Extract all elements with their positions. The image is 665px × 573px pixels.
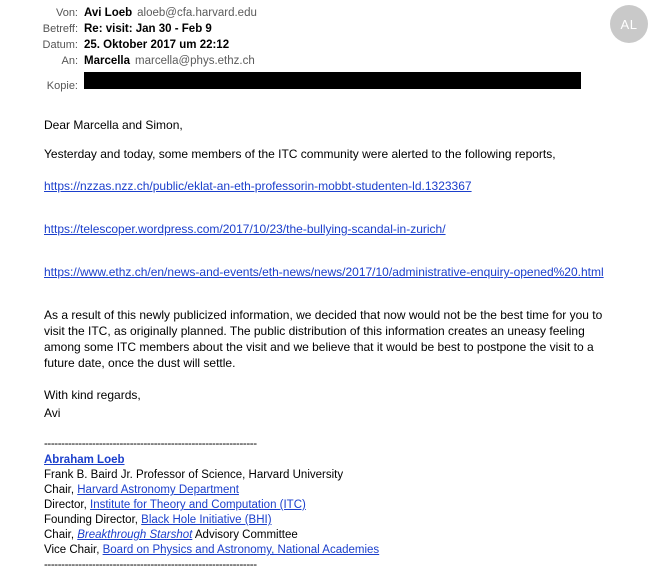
header-row-cc: [0, 70, 665, 94]
report-link-2[interactable]: https://telescoper.wordpress.com/2017/10/23/the-bullying-scandal-in-zurich/: [44, 222, 446, 236]
main-paragraph: As a result of this newly publicized information, we decided that now would not be the best time for you to visit the ITC, as originally planned. The public distribution of this information creates an uneasy feeling among some ITC members about the visit and we believe that it would be best to postpone the visit to a future date, once the dust will settle.: [44, 308, 603, 370]
intro-text: Yesterday and today, some members of the ITC community were alerted to the following reports,: [44, 147, 556, 161]
report-link-3[interactable]: https://www.ethz.ch/en/news-and-events/eth-news/news/2017/10/administrative-enquiry-opened%20.html: [44, 265, 604, 279]
closing-name: Avi: [44, 406, 61, 420]
signature-separator-bottom: --------------------------------------------------------------: [44, 559, 257, 571]
signature-line-5-prefix: Vice Chair,: [44, 544, 103, 556]
link-row-3: [44, 264, 665, 296]
signature-link-astronomy-department[interactable]: Harvard Astronomy Department: [77, 484, 239, 496]
email-body: [0, 95, 665, 573]
label-to: An:: [61, 55, 78, 67]
signature-name-line: [44, 453, 665, 468]
signature-line-3: [44, 513, 665, 528]
header-row-subject: [0, 22, 665, 37]
header-row-from: [0, 6, 665, 21]
link-row-1: [44, 178, 665, 210]
value-to-address: marcella@phys.ethz.ch: [135, 55, 255, 67]
value-to-name: Marcella: [84, 55, 131, 67]
signature-line-2: [44, 498, 665, 513]
signature-block: [44, 437, 665, 573]
signature-name-link[interactable]: Abraham Loeb: [44, 454, 125, 466]
signature-link-itc[interactable]: Institute for Theory and Computation (ITC): [90, 499, 306, 511]
signature-line-0-prefix: Frank B. Baird Jr. Professor of Science, Harvard University: [44, 469, 344, 481]
report-link-1[interactable]: https://nzzas.nzz.ch/public/eklat-an-eth-professorin-mobbt-studenten-ld.1323367: [44, 179, 472, 193]
signature-line-5: [44, 543, 665, 558]
signature-line-1-prefix: Chair,: [44, 484, 78, 496]
label-date: Datum:: [42, 39, 78, 51]
signature-link-breakthrough-starshot[interactable]: Breakthrough Starshot: [77, 529, 193, 541]
value-from-name: Avi Loeb: [84, 7, 133, 19]
closing-text: With kind regards,: [44, 388, 141, 402]
signature-line-4: [44, 528, 665, 543]
signature-line-0: [44, 468, 665, 483]
redacted-cc-block: [84, 72, 581, 89]
header-row-date: [0, 38, 665, 53]
signature-line-2-prefix: Director,: [44, 499, 91, 511]
signature-line-1: [44, 483, 665, 498]
label-cc: Kopie:: [46, 80, 78, 92]
value-subject: Re: visit: Jan 30 - Feb 9: [84, 23, 212, 35]
label-from: Von:: [55, 7, 78, 19]
signature-separator-top: --------------------------------------------------------------: [44, 438, 257, 450]
signature-link-bhi[interactable]: Black Hole Initiative (BHI): [141, 514, 272, 526]
signature-line-4-suffix: Advisory Committee: [192, 529, 298, 541]
avatar: AL: [610, 5, 648, 43]
signature-line-3-prefix: Founding Director,: [44, 514, 142, 526]
label-subject: Betreff:: [42, 23, 78, 35]
signature-line-4-prefix: Chair,: [44, 529, 78, 541]
signature-link-board-physics-astronomy[interactable]: Board on Physics and Astronomy, National Academies: [102, 544, 380, 556]
value-from-address: aloeb@cfa.harvard.edu: [137, 7, 257, 19]
value-date: 25. Oktober 2017 um 22:12: [84, 39, 230, 51]
greeting-text: Dear Marcella and Simon,: [44, 118, 183, 132]
link-row-2: [44, 221, 665, 253]
email-header: [0, 0, 665, 94]
header-row-to: [0, 54, 665, 69]
